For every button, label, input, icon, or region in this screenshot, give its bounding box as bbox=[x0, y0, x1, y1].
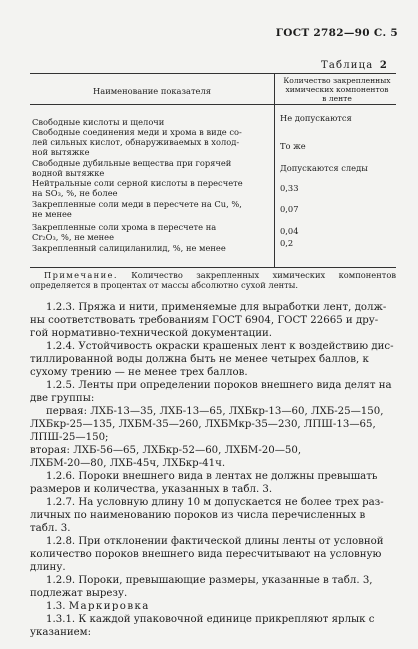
group-first: первая: ЛХБ-13—35, ЛХБ-13—65, ЛХБкр-13—60, ЛХБ-25—150, ЛХБкр-25—135, ЛХБМ-35—260, ЛХБМкр-35—230, ЛПШ-13—65, ЛПШ-25—150; bbox=[30, 406, 384, 443]
table-header-name: Наименование показателя bbox=[93, 86, 211, 96]
group-second: вторая: ЛХБ-56—65, ЛХБкр-52—60, ЛХБМ-20—50, ЛХБМ-20—80, ЛХБ-45ч, ЛХБкр-41ч. bbox=[30, 445, 302, 469]
table-row-tannins: Свободные дубильные вещества при горячей водной вытяжке bbox=[32, 158, 232, 179]
value-chromium-salts: 0,04 bbox=[280, 226, 299, 236]
value-sulfate-salts: 0,33 bbox=[280, 183, 299, 193]
note-label: Примечание. bbox=[44, 270, 118, 280]
table-row-salicylanilide: Закрепленный салициланилид, %, не менее bbox=[32, 243, 226, 253]
table-2 bbox=[30, 73, 396, 268]
paragraph-1-2-6: 1.2.6. Пороки внешнего вида в лентах не должны превышать размеров и количества, указанных в табл. 3. bbox=[30, 471, 378, 495]
table-note bbox=[30, 270, 396, 291]
table-top-rule bbox=[30, 73, 396, 74]
paragraph-1-2-7: 1.2.7. На условную длину 10 м допускается не более трех раз- личных по наименованию пороков из числа перечисленных в табл. 3. bbox=[30, 497, 384, 534]
section-number: 1.3. bbox=[46, 601, 66, 612]
note-text: Количество закрепленных химических компонентов определяется в процентах от массы абсолютно сухой ленты. bbox=[30, 270, 396, 291]
page-header: ГОСТ 2782—90 С. 5 bbox=[275, 27, 398, 39]
paragraph-1-2-5: 1.2.5. Ленты при определении пороков внешнего вида делят на две группы: bbox=[30, 380, 392, 404]
group-first-label: первая: bbox=[46, 406, 88, 417]
paragraph-1-3-1: 1.3.1. К каждой упаковочной единице прикрепляют ярлык с указанием: bbox=[30, 614, 375, 638]
table-caption-word: Таблица bbox=[320, 60, 374, 71]
group-second-label: вторая: bbox=[30, 445, 70, 456]
paragraph-1-2-9: 1.2.9. Пороки, превышающие размеры, указанные в табл. 3, подлежат вырезу. bbox=[30, 575, 373, 599]
section-1-3-heading bbox=[30, 600, 396, 613]
value-salicylanilide: 0,2 bbox=[280, 238, 294, 248]
table-header-rule bbox=[30, 104, 396, 105]
paragraph-1-2-4: 1.2.4. Устойчивость окраски крашеных лент к воздействию дис- тиллированной воды должна быть не менее четырех баллов, к сухому трению — не менее трех баллов. bbox=[30, 341, 394, 378]
value-free-acids: Не допускаются bbox=[280, 113, 352, 123]
paragraph-1-2-8: 1.2.8. При отклонении фактической длины ленты от условной количество пороков внешнего вида пересчитывают на условную длину. bbox=[30, 536, 384, 573]
section-title: Маркировка bbox=[68, 601, 150, 612]
table-row-chromium-salts: Закрепленные соли хрома в пересчете на Cr₂O₃, %, не менее bbox=[32, 222, 217, 243]
table-row-copper-chromium: Свободные соединения меди и хрома в виде со- лей сильных кислот, обнаруживаемых в холод- ной вытяжке bbox=[32, 127, 242, 158]
paragraph-1-2-3: 1.2.3. Пряжа и нити, применяемые для выработки лент, долж- ны соответствовать требованиям ГОСТ 6904, ГОСТ 22665 и дру- гой нормативно-технической документации. bbox=[30, 302, 387, 339]
table-caption-number: 2 bbox=[379, 60, 388, 71]
value-copper-salts: 0,07 bbox=[280, 204, 299, 214]
value-tannins: Допускаются следы bbox=[280, 163, 368, 173]
table-bottom-rule bbox=[30, 267, 396, 268]
table-row-copper-salts: Закрепленные соли меди в пересчете на Cu, %, не менее bbox=[32, 199, 242, 220]
value-copper-chromium: То же bbox=[280, 141, 306, 151]
table-row-free-acids: Свободные кислоты и щелочи bbox=[32, 117, 165, 127]
table-caption bbox=[321, 60, 388, 71]
table-column-divider bbox=[274, 73, 275, 268]
table-header-quantity: Количество закрепленных химических компонентов в ленте bbox=[283, 76, 391, 103]
table-row-sulfate-salts: Нейтральные соли серной кислоты в пересчете на SO₃, %, не более bbox=[32, 178, 243, 199]
